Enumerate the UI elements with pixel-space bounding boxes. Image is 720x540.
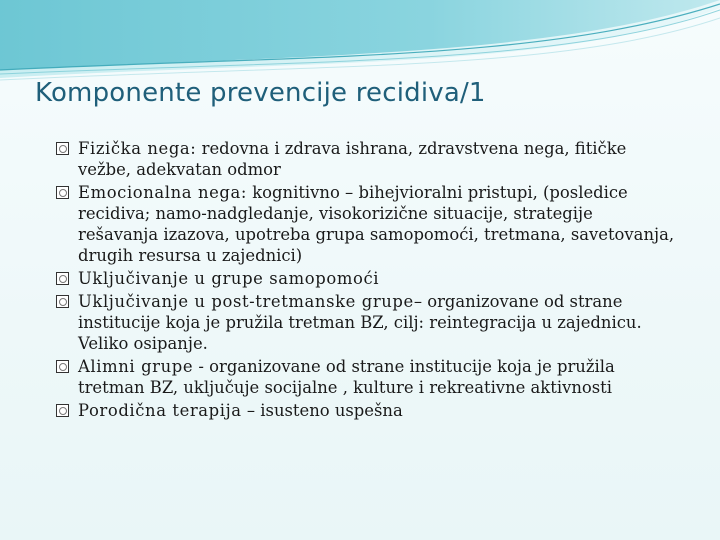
bullet-lead: Emocionalna nega: [78,183,248,202]
bullet-text: – isusteno uspešna [241,401,403,420]
bullet-list [56,138,676,423]
bullet-box-icon [56,360,69,373]
bullet-lead: Uključivanje u grupe samopomoći [78,269,380,288]
bullet-lead: Porodična terapija [78,401,242,420]
bullet-text: - organizovane od strane institucije koja je pružila tretman BZ, uključuje socijalne , kulture i rekreativne aktivnosti [78,357,615,397]
bullet-item [56,268,676,289]
bullet-box-icon [56,186,69,199]
bullet-box-icon [56,404,69,417]
bullet-text: – organizovane od strane institucije koja je pružila tretman BZ, cilj: reintegracija u zajednicu. Veliko osipanje. [78,292,642,353]
bullet-box-icon [56,272,69,285]
bullet-lead: Alimni grupe [78,357,194,376]
bullet-item [56,182,676,266]
bullet-text: redovna i zdrava ishrana, zdravstvena nega, fitičke vežbe, adekvatan odmor [78,139,627,179]
bullet-lead: Fizička nega: [78,139,197,158]
bullet-item [56,356,676,398]
bullet-item [56,400,676,421]
bullet-item [56,138,676,180]
bullet-box-icon [56,142,69,155]
bullet-lead: Uključivanje u post-tretmanske grupe [78,292,414,311]
bullet-text: kognitivno – bihejvioralni pristupi, (posledice recidiva; namo-nadgledanje, visokorizične situacije, strategije rešavanja izazova, upotreba grupa samopomoći, tretmana, savetovanja, drugih resursa u zajednici) [78,183,675,265]
slide-title: Komponente prevencije recidiva/1 [35,78,486,108]
bullet-box-icon [56,295,69,308]
bullet-item [56,291,676,354]
